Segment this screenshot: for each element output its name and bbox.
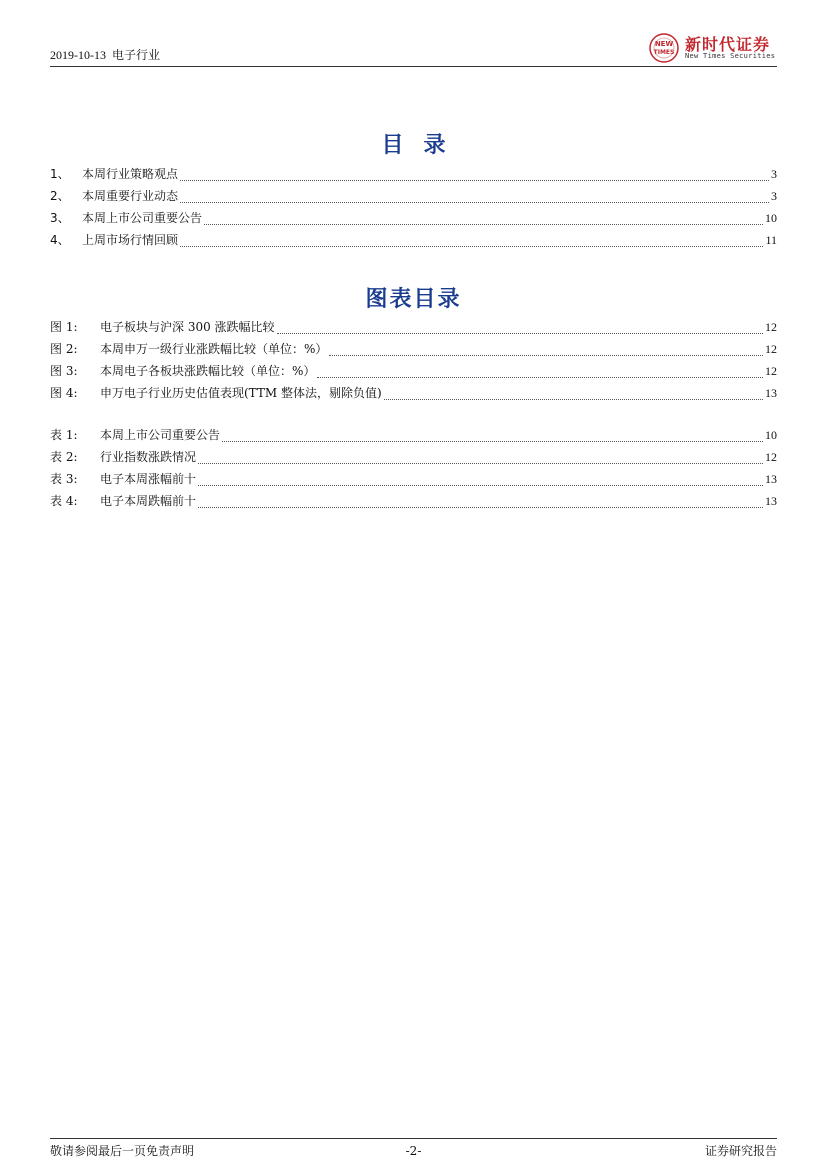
- figure-entry-number: 图 1:: [50, 320, 78, 334]
- disclaimer-note: 敬请参阅最后一页免责声明: [50, 1144, 195, 1158]
- toc-entry-page: 3: [771, 167, 777, 181]
- table-entry[interactable]: [50, 424, 777, 446]
- company-logo: [647, 32, 777, 64]
- toc-entry-title: 本周行业策略观点: [82, 167, 179, 181]
- page-number: -2-: [405, 1144, 422, 1158]
- figure-list-title: 图表目录: [365, 287, 462, 312]
- header-meta: [50, 46, 160, 63]
- toc-entry-title: 上周市场行情回顾: [82, 233, 179, 247]
- figure-entry-page: 12: [765, 364, 777, 378]
- svg-text:NEW: NEW: [654, 40, 674, 48]
- figure-entry[interactable]: [50, 338, 777, 360]
- toc-entry-number: 2、: [50, 189, 70, 203]
- dot-leader: [198, 499, 763, 508]
- header-date: 2019-10-13: [50, 48, 106, 62]
- table-entry[interactable]: [50, 446, 777, 468]
- dot-leader: [180, 172, 769, 181]
- table-entry-page: 13: [765, 494, 777, 508]
- toc-entry[interactable]: [50, 229, 777, 251]
- footer-divider: [50, 1138, 777, 1139]
- toc-entry-title: 本周上市公司重要公告: [82, 211, 203, 225]
- table-entry-title: 电子本周跌幅前十: [100, 494, 197, 508]
- figure-entry-page: 13: [765, 386, 777, 400]
- toc-entry-title: 本周重要行业动态: [82, 189, 179, 203]
- dot-leader: [204, 216, 763, 225]
- figure-entry-number: 图 2:: [50, 342, 78, 356]
- toc-entry-page: 10: [765, 211, 777, 225]
- table-entry-title: 电子本周涨幅前十: [100, 472, 197, 486]
- table-entry-number: 表 4:: [50, 494, 78, 508]
- table-entry-page: 10: [765, 428, 777, 442]
- figure-entry-title: 本周申万一级行业涨跌幅比较（单位：%）: [100, 342, 328, 356]
- figure-entry-number: 图 3:: [50, 364, 78, 378]
- table-entry[interactable]: [50, 490, 777, 512]
- figure-entry[interactable]: [50, 382, 777, 404]
- figure-entry[interactable]: [50, 360, 777, 382]
- dot-leader: [384, 391, 763, 400]
- dot-leader: [180, 194, 769, 203]
- report-type: 证券研究报告: [704, 1144, 777, 1158]
- logo-name-cn: 新时代证券: [685, 35, 771, 54]
- table-entry-title: 行业指数涨跌情况: [100, 450, 197, 464]
- figure-entry[interactable]: [50, 316, 777, 338]
- figure-entry-title: 电子板块与沪深 300 涨跌幅比较: [100, 320, 275, 334]
- figure-entry-title: 本周电子各板块涨跌幅比较（单位：%）: [100, 364, 316, 378]
- table-entry-number: 表 2:: [50, 450, 78, 464]
- new-times-logo-icon: [647, 32, 681, 64]
- page-header: [50, 36, 777, 68]
- dot-leader: [329, 347, 763, 356]
- dot-leader: [198, 477, 763, 486]
- toc-entry-page: 11: [765, 233, 777, 247]
- table-entry-page: 13: [765, 472, 777, 486]
- table-entry[interactable]: [50, 468, 777, 490]
- header-industry: 电子行业: [112, 48, 161, 62]
- toc-title: 目录: [381, 133, 466, 158]
- figure-entry-page: 12: [765, 320, 777, 334]
- dot-leader: [198, 455, 763, 464]
- dot-leader: [277, 325, 763, 334]
- table-entry-page: 12: [765, 450, 777, 464]
- figure-entry-page: 12: [765, 342, 777, 356]
- table-entry-number: 表 3:: [50, 472, 78, 486]
- toc-entry[interactable]: [50, 185, 777, 207]
- toc-list: [50, 163, 777, 251]
- table-list: [50, 424, 777, 512]
- toc-entry-number: 1、: [50, 167, 70, 181]
- toc-entry-page: 3: [771, 189, 777, 203]
- page-footer: [50, 1142, 777, 1160]
- dot-leader: [180, 238, 763, 247]
- toc-entry-number: 4、: [50, 233, 70, 247]
- header-divider: [50, 66, 777, 67]
- svg-text:TIMES: TIMES: [653, 49, 675, 56]
- table-entry-title: 本周上市公司重要公告: [100, 428, 221, 442]
- dot-leader: [222, 433, 763, 442]
- toc-entry-number: 3、: [50, 211, 70, 225]
- table-entry-number: 表 1:: [50, 428, 78, 442]
- figure-entry-title: 申万电子行业历史估值表现(TTM 整体法，剔除负值): [100, 386, 382, 400]
- logo-name-en: New Times Securities: [685, 52, 776, 60]
- figure-entry-number: 图 4:: [50, 386, 78, 400]
- toc-entry[interactable]: [50, 163, 777, 185]
- dot-leader: [317, 369, 763, 378]
- toc-entry[interactable]: [50, 207, 777, 229]
- figure-list: [50, 316, 777, 404]
